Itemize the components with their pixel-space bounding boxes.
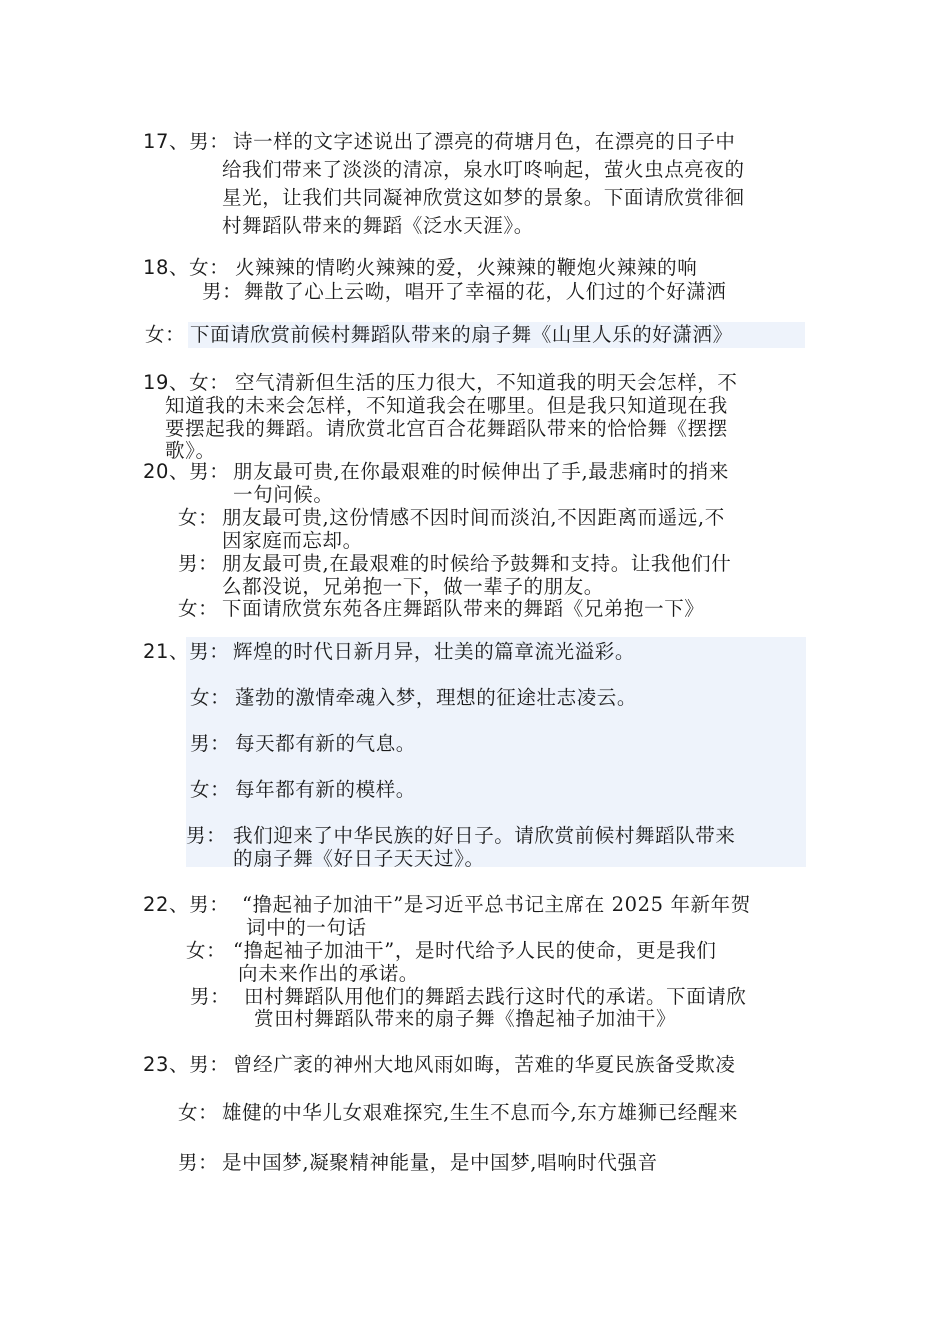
s22-m1-line-1: “撸起袖子加油干”是习近平总书记主席在 2025 年新年贺 <box>242 893 751 916</box>
s21-m3-line-2: 的扇子舞《好日子天天过》。 <box>233 847 485 870</box>
s18-line-3: 下面请欣赏前候村舞蹈队带来的扇子舞《山里人乐的好潇洒》 <box>190 323 733 346</box>
s23-label: 23、男： <box>143 1053 230 1076</box>
s21-line-1: 辉煌的时代日新月异，壮美的篇章流光溢彩。 <box>233 640 636 663</box>
s18-label: 18、女： <box>143 256 230 279</box>
s23-female-label: 女： <box>178 1101 219 1124</box>
s17-line-1: 诗一样的文字述说出了漂亮的荷塘月色，在漂亮的日子中 <box>233 130 736 153</box>
s22-w1-line-1: “撸起袖子加油干”，是时代给予人民的使命，更是我们 <box>233 939 717 962</box>
s22-w1-line-2: 向未来作出的承诺。 <box>238 962 419 985</box>
s19-line-1: 空气清新但生活的压力很大，不知道我的明天会怎样，不 <box>235 371 738 394</box>
s20-w1-line-2: 因家庭而忘却。 <box>222 529 363 552</box>
s18-female-label: 女： <box>145 323 186 346</box>
s20-w1-line-1: 朋友最可贵,这份情感不因时间而淡泊,不因距离而遥远,不 <box>222 506 725 529</box>
s22-m2-line-2: 赏田村舞蹈队带来的扇子舞《撸起袖子加油干》 <box>254 1007 677 1030</box>
s22-w1-label: 女： <box>186 939 227 962</box>
s21-w2-label: 女： <box>190 778 231 801</box>
s21-m2-line: 每天都有新的气息。 <box>235 732 416 755</box>
s23-line-1: 曾经广袤的神州大地风雨如晦，苦难的华夏民族备受欺凌 <box>233 1053 736 1076</box>
s20-m1-line-1: 朋友最可贵,在你最艰难的时候伸出了手,最悲痛时的捎来 <box>233 460 729 483</box>
s17-line-4: 村舞蹈队带来的舞蹈《泛水天涯》。 <box>222 214 534 237</box>
s18-line-1: 火辣辣的情哟火辣辣的爱，火辣辣的鞭炮火辣辣的响 <box>235 256 698 279</box>
s21-label: 21、男： <box>143 640 230 663</box>
s22-m1-line-2: 词中的一句话 <box>246 916 367 939</box>
s17-line-2: 给我们带来了淡淡的清凉，泉水叮咚响起，萤火虫点亮夜的 <box>222 158 745 181</box>
s19-line-2: 知道我的未来会怎样，不知道我会在哪里。但是我只知道现在我 <box>165 394 728 417</box>
s23-male-line: 是中国梦,凝聚精神能量，是中国梦,唱响时代强音 <box>222 1151 658 1174</box>
s19-line-4: 歌》。 <box>165 439 216 462</box>
s21-w1-line: 蓬勃的激情牵魂入梦，理想的征途壮志凌云。 <box>235 686 638 709</box>
s20-w2-label: 女： <box>178 597 219 620</box>
s18-male-label: 男： <box>202 280 243 303</box>
s20-m2-line-2: 么都没说，兄弟抱一下，做一辈子的朋友。 <box>222 575 604 598</box>
s19-label: 19、女： <box>143 371 230 394</box>
s17-line-3: 星光，让我们共同凝神欣赏这如梦的景象。下面请欣赏徘徊 <box>222 186 745 209</box>
s20-m1-line-2: 一句问候。 <box>233 483 334 506</box>
s22-m2-line-1: 田村舞蹈队用他们的舞蹈去践行这时代的承诺。下面请欣 <box>244 985 747 1008</box>
s18-line-2: 舞散了心上云呦，唱开了幸福的花，人们过的个好潇洒 <box>244 280 727 303</box>
s20-w1-label: 女： <box>178 506 219 529</box>
s21-m3-label: 男： <box>186 824 227 847</box>
s20-label: 20、男： <box>143 460 230 483</box>
s21-m2-label: 男： <box>190 732 231 755</box>
s20-w2-line: 下面请欣赏东苑各庄舞蹈队带来的舞蹈《兄弟抱一下》 <box>222 597 705 620</box>
s21-m3-line-1: 我们迎来了中华民族的好日子。请欣赏前候村舞蹈队带来 <box>233 824 736 847</box>
s22-m2-label: 男： <box>190 985 231 1008</box>
s21-w2-line: 每年都有新的模样。 <box>235 778 416 801</box>
s21-w1-label: 女： <box>190 686 231 709</box>
s17-label: 17、男： <box>143 130 230 153</box>
s19-line-3: 要摆起我的舞蹈。请欣赏北宫百合花舞蹈队带来的恰恰舞《摆摆 <box>165 417 728 440</box>
s20-m2-line-1: 朋友最可贵,在最艰难的时候给予鼓舞和支持。让我他们什 <box>222 552 732 575</box>
s20-m2-label: 男： <box>178 552 219 575</box>
s23-female-line: 雄健的中华儿女艰难探究,生生不息而今,东方雄狮已经醒来 <box>222 1101 739 1124</box>
s22-label: 22、男： <box>143 893 230 916</box>
s23-male-label: 男： <box>178 1151 219 1174</box>
